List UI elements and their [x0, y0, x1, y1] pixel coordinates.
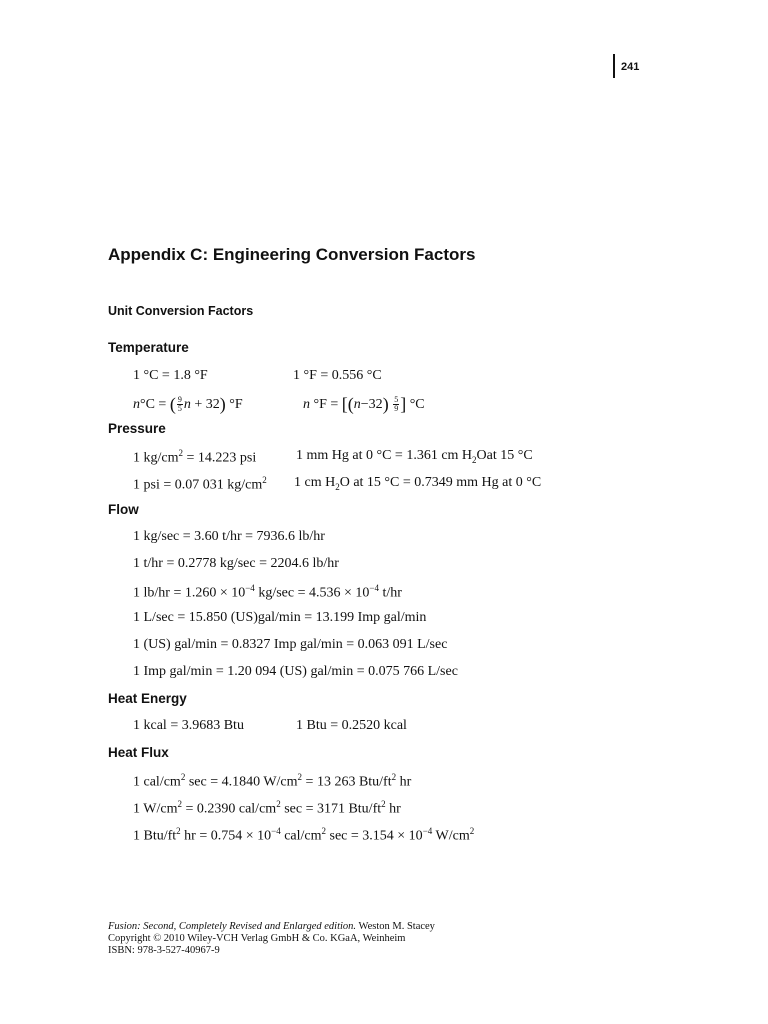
footer-isbn: ISBN: 978-3-527-40967-9 [108, 945, 220, 956]
flow-heading: Flow [108, 502, 139, 517]
flow-formula-1: 1 kg/sec = 3.60 t/hr = 7936.6 lb/hr [133, 529, 325, 544]
temperature-heading: Temperature [108, 340, 189, 355]
temperature-formula-2: 1 °F = 0.556 °C [293, 368, 382, 383]
heat-energy-heading: Heat Energy [108, 691, 187, 706]
page-number: 241 [621, 61, 640, 73]
heat-flux-formula-2: 1 $W/cm^2 = 0.2390$ cal/$cm^2$ sec = 3171 Btu/$ft^2$ hr [133, 799, 401, 817]
flow-formula-6: 1 Imp gal/min = 1.20 094 (US) gal/min = 0.075 766 L/sec [133, 664, 458, 679]
section-subtitle: Unit Conversion Factors [108, 304, 254, 318]
pressure-formula-3: 1 psi = 0.07 031 $kg/cm^2$ [133, 475, 267, 493]
footer-copyright: Copyright © 2010 Wiley-VCH Verlag GmbH & Co. KGaA, Weinheim [108, 933, 406, 944]
heat-energy-formula-2: 1 Btu = 0.2520 kcal [296, 718, 407, 733]
heat-flux-heading: Heat Flux [108, 745, 169, 760]
temperature-formula-1: 1 °C = 1.8 °F [133, 368, 208, 383]
pressure-formula-4: 1 cm $H_2O$ at 15 °C = 0.7349 mm Hg at 0 °C [294, 475, 542, 492]
flow-formula-4: 1 L/sec = 15.850 (US)gal/min = 13.199 Imp gal/min [133, 610, 427, 625]
pressure-heading: Pressure [108, 421, 166, 436]
page-title: Appendix C: Engineering Conversion Factors [108, 245, 476, 264]
temperature-formula-4: n °F = [(n−32) $\frac{5}{9}$ ] °C [303, 394, 425, 414]
heat-energy-formula-1: 1 kcal = 3.9683 Btu [133, 718, 244, 733]
temperature-formula-3: n°C = ( $\frac{9}{5}$ n + 32) °F [133, 394, 243, 414]
heat-flux-formula-1: 1 cal/$cm^2$ sec = 4.1840 $W/cm^2 = 13$ 263 Btu/$ft^2$ hr [133, 772, 412, 790]
flow-formula-5: 1 (US) gal/min = 0.8327 Imp gal/min = 0.063 091 L/sec [133, 637, 448, 652]
flow-formula-3: 1 $lb/hr = 1.260 \times 10^{-4}$ $kg/\sec = 4.536 \times 10^{-4}$ t/hr [133, 583, 402, 601]
page-number-rule [613, 54, 615, 78]
pressure-formula-1: 1 $kg/cm^2 = 14.223$ psi [133, 448, 257, 466]
footer-author: Weston M. Stacey [358, 921, 435, 932]
pressure-formula-2: 1 mm Hg at 0 °C = 1.361 cm $H_2Oat$ 15 °C [296, 448, 533, 465]
footer-book-title: Fusion: Second, Completely Revised and Enlarged edition. [108, 921, 357, 932]
footer-citation [108, 921, 435, 932]
flow-formula-2: 1 t/hr = 0.2778 kg/sec = 2204.6 lb/hr [133, 556, 339, 571]
heat-flux-formula-3: 1 Btu/$ft^2$ hr = $0.754 \times 10^{-4}$ cal/$cm^2$ $\sec = 3.154 \times 10^{-4}$ $W/cm^2$ [133, 826, 475, 844]
